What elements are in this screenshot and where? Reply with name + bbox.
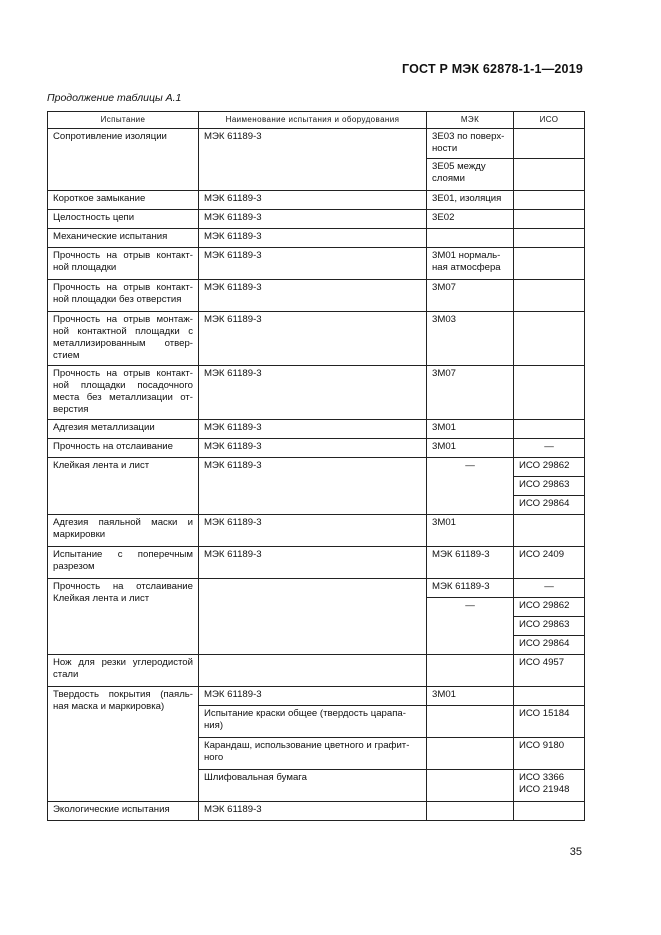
table-row bbox=[48, 579, 585, 598]
cell-iec: 3Е02 bbox=[427, 210, 514, 229]
table-row bbox=[48, 439, 585, 458]
cell-iec: 3М01 bbox=[427, 687, 514, 706]
cell-name: МЭК 61189-3 bbox=[199, 458, 427, 515]
cell-name: МЭК 61189-3 bbox=[199, 248, 427, 280]
cell-iso: — bbox=[514, 439, 585, 458]
cell-iso bbox=[514, 280, 585, 312]
cell-name: Испытание краски общее (твердость царапа-ния) bbox=[199, 706, 427, 738]
document-header: ГОСТ Р МЭК 62878-1-1—2019 bbox=[402, 62, 583, 76]
cell-iso: ИСО 29862 bbox=[514, 598, 585, 617]
test-table bbox=[47, 111, 585, 821]
cell-name: МЭК 61189-3 bbox=[199, 312, 427, 366]
cell-iso: ИСО 15184 bbox=[514, 706, 585, 738]
cell-iso: — bbox=[514, 579, 585, 598]
cell-iso bbox=[514, 210, 585, 229]
cell-iso bbox=[514, 802, 585, 821]
cell-iec: МЭК 61189-3 bbox=[427, 547, 514, 579]
column-header-iec: МЭК bbox=[427, 112, 514, 129]
cell-iec: 3М07 bbox=[427, 280, 514, 312]
cell-test: Прочность на отслаивание Клейкая лента и лист bbox=[48, 579, 199, 655]
cell-iso bbox=[514, 687, 585, 706]
cell-name: МЭК 61189-3 bbox=[199, 547, 427, 579]
cell-test: Испытание с поперечным разрезом bbox=[48, 547, 199, 579]
cell-iec: 3М01 bbox=[427, 515, 514, 547]
cell-iso bbox=[514, 420, 585, 439]
cell-test: Адгезия паяльной маски и маркировки bbox=[48, 515, 199, 547]
table-header-row bbox=[48, 112, 585, 129]
cell-iec: 3М01 нормаль-ная атмосфера bbox=[427, 248, 514, 280]
cell-name bbox=[199, 579, 427, 655]
cell-iso: ИСО 4957 bbox=[514, 655, 585, 687]
table-row bbox=[48, 191, 585, 210]
cell-iec: 3Е05 между слоями bbox=[427, 159, 514, 191]
table-row bbox=[48, 248, 585, 280]
cell-iso bbox=[514, 515, 585, 547]
cell-test: Прочность на отрыв контакт-ной площадки bbox=[48, 248, 199, 280]
cell-iec: 3М03 bbox=[427, 312, 514, 366]
column-header-iso: ИСО bbox=[514, 112, 585, 129]
cell-name: Карандаш, использование цветного и графит-ного bbox=[199, 738, 427, 770]
page-number: 35 bbox=[569, 846, 582, 858]
cell-iso: ИСО 29864 bbox=[514, 636, 585, 655]
table-row bbox=[48, 229, 585, 248]
cell-iec: 3М07 bbox=[427, 366, 514, 420]
table-row bbox=[48, 655, 585, 687]
cell-test: Адгезия металлизации bbox=[48, 420, 199, 439]
cell-test: Короткое замыкание bbox=[48, 191, 199, 210]
cell-test: Прочность на отрыв монтаж-ной контактной площадки с металлизированным отвер-стием bbox=[48, 312, 199, 366]
cell-name: МЭК 61189-3 bbox=[199, 229, 427, 248]
table-row bbox=[48, 802, 585, 821]
cell-iso-line: ИСО 3366 bbox=[519, 772, 565, 783]
cell-iec: МЭК 61189-3 bbox=[427, 579, 514, 598]
table-row bbox=[48, 280, 585, 312]
cell-iso bbox=[514, 129, 585, 159]
cell-iso: ИСО 29863 bbox=[514, 617, 585, 636]
cell-iec: — bbox=[427, 598, 514, 655]
cell-name: МЭК 61189-3 bbox=[199, 687, 427, 706]
cell-iec bbox=[427, 738, 514, 770]
cell-test: Клейкая лента и лист bbox=[48, 458, 199, 515]
cell-iec bbox=[427, 802, 514, 821]
table-row bbox=[48, 515, 585, 547]
cell-test: Сопротивление изоляции bbox=[48, 129, 199, 191]
table-row bbox=[48, 366, 585, 420]
table-row bbox=[48, 312, 585, 366]
cell-iso bbox=[514, 248, 585, 280]
cell-test: Нож для резки углеродистой стали bbox=[48, 655, 199, 687]
cell-test: Прочность на отслаивание bbox=[48, 439, 199, 458]
cell-iec bbox=[427, 229, 514, 248]
cell-name: МЭК 61189-3 bbox=[199, 210, 427, 229]
cell-name: МЭК 61189-3 bbox=[199, 515, 427, 547]
cell-name: МЭК 61189-3 bbox=[199, 802, 427, 821]
cell-test: Механические испытания bbox=[48, 229, 199, 248]
cell-iec bbox=[427, 770, 514, 802]
cell-iso: ИСО 29862 bbox=[514, 458, 585, 477]
cell-name: МЭК 61189-3 bbox=[199, 129, 427, 191]
cell-iso bbox=[514, 770, 585, 802]
cell-iso bbox=[514, 229, 585, 248]
cell-name: МЭК 61189-3 bbox=[199, 366, 427, 420]
cell-iso bbox=[514, 312, 585, 366]
cell-iec: 3М01 bbox=[427, 420, 514, 439]
cell-test: Прочность на отрыв контакт-ной площадки посадочного места без металлизации от-верстия bbox=[48, 366, 199, 420]
table-row bbox=[48, 547, 585, 579]
cell-test: Твердость покрытия (паяль-ная маска и маркировка) bbox=[48, 687, 199, 802]
cell-name bbox=[199, 655, 427, 687]
cell-iso bbox=[514, 191, 585, 210]
cell-iec: 3Е01, изоляция bbox=[427, 191, 514, 210]
cell-iso: ИСО 29864 bbox=[514, 496, 585, 515]
cell-iso bbox=[514, 366, 585, 420]
cell-iec: 3М01 bbox=[427, 439, 514, 458]
cell-test: Прочность на отрыв контакт-ной площадки без отверстия bbox=[48, 280, 199, 312]
table-row bbox=[48, 129, 585, 159]
cell-iec bbox=[427, 706, 514, 738]
cell-name: МЭК 61189-3 bbox=[199, 280, 427, 312]
cell-iso bbox=[514, 159, 585, 191]
cell-test: Экологические испытания bbox=[48, 802, 199, 821]
cell-iec bbox=[427, 655, 514, 687]
column-header-name: Наименование испытания и оборудования bbox=[199, 112, 427, 129]
cell-iso-line: ИСО 21948 bbox=[519, 784, 570, 795]
table-row bbox=[48, 458, 585, 477]
cell-test: Целостность цепи bbox=[48, 210, 199, 229]
table-row bbox=[48, 420, 585, 439]
cell-iso: ИСО 2409 bbox=[514, 547, 585, 579]
cell-iso: ИСО 29863 bbox=[514, 477, 585, 496]
cell-iec: — bbox=[427, 458, 514, 515]
cell-name: МЭК 61189-3 bbox=[199, 420, 427, 439]
column-header-test: Испытание bbox=[48, 112, 199, 129]
cell-name: МЭК 61189-3 bbox=[199, 439, 427, 458]
table-row bbox=[48, 687, 585, 706]
cell-iec: 3Е03 по поверх-ности bbox=[427, 129, 514, 159]
table-row bbox=[48, 210, 585, 229]
cell-name: Шлифовальная бумага bbox=[199, 770, 427, 802]
cell-name: МЭК 61189-3 bbox=[199, 191, 427, 210]
table-caption: Продолжение таблицы А.1 bbox=[47, 92, 182, 104]
cell-iso: ИСО 9180 bbox=[514, 738, 585, 770]
